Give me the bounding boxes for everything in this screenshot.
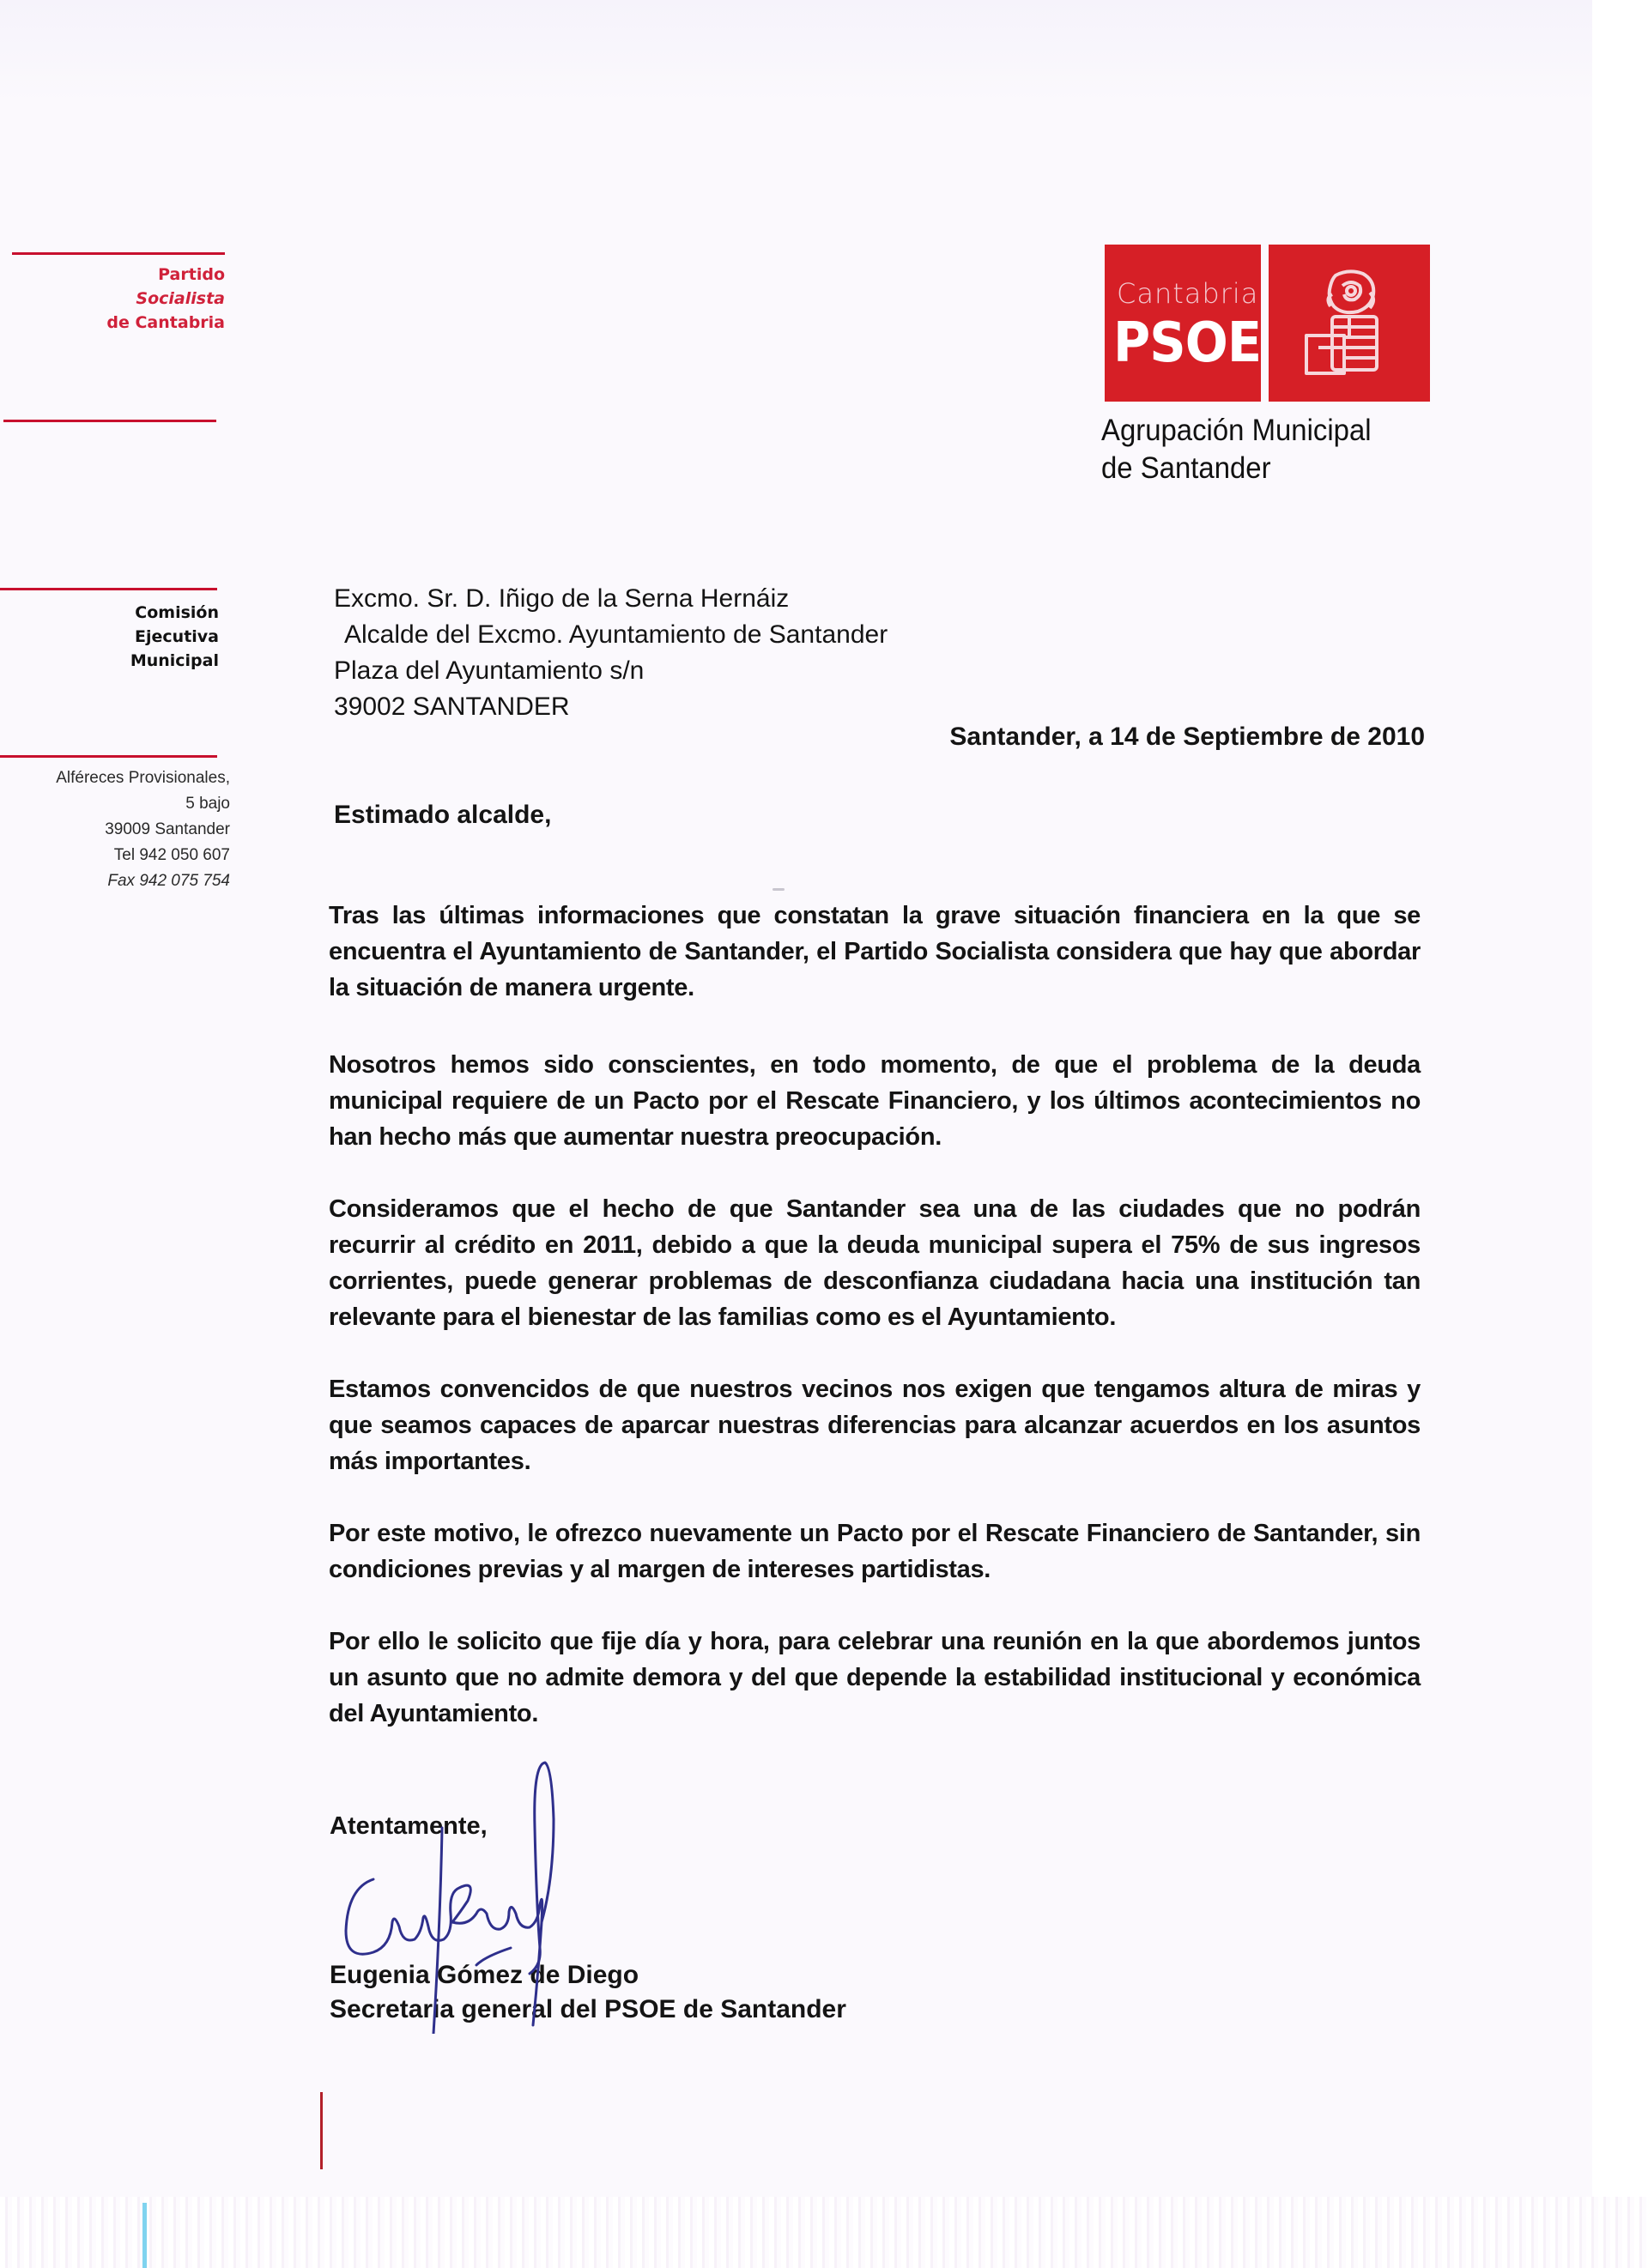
scan-artifact	[142, 2203, 147, 2268]
letter-date: Santander, a 14 de Septiembre de 2010	[949, 723, 1425, 751]
psoe-logo-wordmark	[1105, 245, 1261, 402]
fold-mark	[320, 2092, 323, 2169]
recipient-line: Excmo. Sr. D. Iñigo de la Serna Hernáiz	[334, 584, 790, 613]
committee-line: Ejecutiva	[135, 627, 219, 646]
address-phone: Tel 942 050 607	[113, 846, 230, 864]
party-name-line: Socialista	[136, 289, 225, 308]
sidebar-rule	[0, 588, 217, 590]
address-city: 39009 Santander	[105, 820, 230, 838]
scan-shading	[0, 0, 1648, 103]
body-paragraph: Consideramos que el hecho de que Santander sea una de las ciudades que no podrán recurrir al crédito en 2011, debido a que la deuda municipal supera el 75% de sus ingresos corrientes, puede generar problemas de desconfianza ciudadana hacia una institución tan relevante para el bienestar de las familias como es el Ayuntamiento.	[329, 1195, 1421, 1331]
logo-region: Cantabria	[1117, 277, 1259, 310]
body-paragraph: Por ello le solicito que fije día y hora, para celebrar una reunión en la que abordemos juntos un asunto que no admite demora y del que depende la estabilidad institucional y económica del Ayuntamiento.	[329, 1628, 1421, 1727]
address-fax: Fax 942 075 754	[107, 872, 230, 890]
scan-edge	[0, 2197, 1648, 2268]
party-name-line: Partido	[158, 265, 225, 284]
agrupacion-line: Agrupación Municipal	[1101, 414, 1372, 447]
scan-smudge	[772, 888, 785, 891]
committee-line: Comisión	[135, 603, 219, 622]
recipient-address	[334, 581, 888, 725]
closing: Atentamente,	[330, 1812, 488, 1840]
committee-name	[130, 601, 219, 673]
recipient-line: Alcalde del Excmo. Ayuntamiento de Santander	[344, 620, 888, 649]
agrupacion-name	[1101, 412, 1372, 487]
recipient-line: 39002 SANTANDER	[334, 692, 570, 721]
body-paragraph: Nosotros hemos sido conscientes, en todo momento, de que el problema de la deuda municipal requiere de un Pacto por el Rescate Financiero, y los últimos acontecimientos no han hecho más que aumentar nuestra preocupación.	[329, 1051, 1421, 1151]
sender-address	[56, 765, 230, 894]
greeting: Estimado alcalde,	[334, 801, 552, 829]
sidebar-rule	[3, 420, 216, 422]
body-paragraph: Estamos convencidos de que nuestros vecinos nos exigen que tengamos altura de miras y que seamos capaces de aparcar nuestras diferencias para alcanzar acuerdos en los asuntos más importantes.	[329, 1376, 1421, 1475]
body-paragraph: Por este motivo, le ofrezco nuevamente un Pacto por el Rescate Financiero de Santander, sin condiciones previas y al margen de intereses partidistas.	[329, 1520, 1421, 1583]
address-street: Alféreces Provisionales,	[56, 769, 230, 787]
committee-line: Municipal	[130, 651, 219, 670]
party-name-line: de Cantabria	[106, 313, 225, 332]
scan-edge	[1592, 0, 1648, 2268]
logo-party: PSOE	[1113, 311, 1262, 375]
sidebar-rule	[12, 252, 225, 255]
agrupacion-line: de Santander	[1101, 451, 1271, 485]
sidebar-rule	[0, 755, 217, 758]
signatory-name: Eugenia Gómez de Diego	[330, 1961, 639, 1989]
psoe-logo-emblem	[1269, 245, 1430, 402]
party-name	[106, 263, 225, 335]
recipient-line: Plaza del Ayuntamiento s/n	[334, 656, 645, 685]
fist-and-rose-icon	[1301, 269, 1396, 380]
address-number: 5 bajo	[185, 795, 230, 813]
signatory-block	[330, 1958, 846, 2027]
body-paragraph: Tras las últimas informaciones que constatan la grave situación financiera en la que se encuentra el Ayuntamiento de Santander, el Partido Socialista considera que hay que abordar la situación de manera urgente.	[329, 902, 1421, 1001]
signatory-title: Secretaria general del PSOE de Santander	[330, 1995, 846, 2023]
